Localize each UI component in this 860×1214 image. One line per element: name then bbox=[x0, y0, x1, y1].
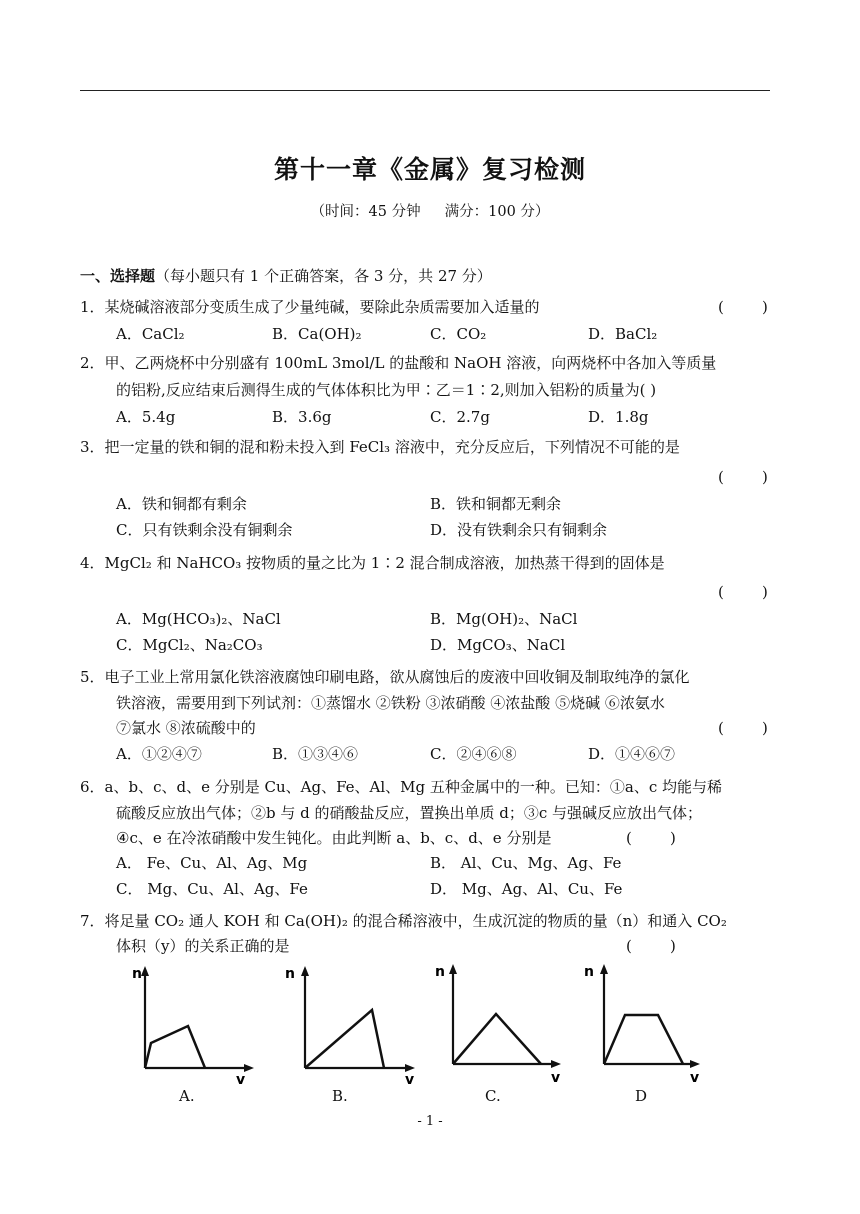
page-number: - 1 - bbox=[417, 1114, 443, 1129]
option-b[interactable]: B．Mg(OH)₂、NaCl bbox=[430, 610, 578, 628]
option-a[interactable]: A．①②④⑦ bbox=[116, 745, 202, 763]
axis-label-v: v bbox=[690, 1070, 700, 1086]
question-5-line3: ⑦氯水 ⑧浓硫酸中的 bbox=[116, 719, 256, 737]
section-title: 一、选择题 bbox=[80, 267, 156, 285]
curve-c bbox=[453, 1014, 541, 1064]
option-d[interactable]: D．BaCl₂ bbox=[588, 325, 658, 343]
question-2 bbox=[80, 353, 716, 373]
question-number: 5． bbox=[80, 668, 105, 686]
question-5-line2: 铁溶液，需要用到下列试剂：①蒸馏水 ②铁粉 ③浓硝酸 ④浓盐酸 ⑤烧碱 ⑥浓氨水 bbox=[116, 694, 665, 712]
curve-a bbox=[145, 1026, 205, 1068]
graph-label-b: B. bbox=[332, 1087, 348, 1105]
option-d[interactable]: D．没有铁剩余只有铜剩余 bbox=[430, 521, 608, 539]
answer-paren[interactable]: ( ) bbox=[718, 468, 768, 486]
option-b[interactable]: B．铁和铜都无剩余 bbox=[430, 495, 562, 513]
option-b[interactable]: B． Al、Cu、Mg、Ag、Fe bbox=[430, 854, 622, 872]
option-c[interactable]: C． Mg、Cu、Al、Ag、Fe bbox=[116, 880, 308, 898]
question-5 bbox=[80, 667, 690, 687]
option-d[interactable]: D．MgCO₃、NaCl bbox=[430, 636, 566, 654]
axis-label-n: n bbox=[584, 964, 594, 980]
question-text: a、b、c、d、e 分别是 Cu、Ag、Fe、Al、Mg 五种金属中的一种。已知：①a、c 均能与稀 bbox=[104, 778, 723, 796]
question-number: 6． bbox=[80, 778, 105, 796]
option-b[interactable]: B．3.6g bbox=[272, 408, 332, 426]
section-heading bbox=[80, 266, 492, 286]
question-number: 4． bbox=[80, 554, 105, 572]
graph-b[interactable] bbox=[283, 960, 423, 1088]
graph-a[interactable] bbox=[130, 960, 260, 1088]
question-2-line2: 的铝粉,反应结束后测得生成的气体体积比为甲∶乙＝1∶2,则加入铝粉的质量为( ) bbox=[116, 381, 657, 399]
option-c[interactable]: C．只有铁剩余没有铜剩余 bbox=[116, 521, 293, 539]
question-6-line3: ④c、e 在冷浓硝酸中发生钝化。由此判断 a、b、c、d、e 分别是 bbox=[116, 829, 552, 847]
question-number: 2． bbox=[80, 354, 105, 372]
option-a[interactable]: A． Fe、Cu、Al、Ag、Mg bbox=[116, 854, 308, 872]
section-note: （每小题只有 1 个正确答案，各 3 分，共 27 分） bbox=[155, 267, 492, 285]
graph-label-c: C. bbox=[485, 1087, 501, 1105]
question-number: 1． bbox=[80, 298, 105, 316]
subtitle-score: 满分：100 分） bbox=[444, 204, 550, 220]
axis-label-v: v bbox=[551, 1070, 561, 1086]
question-number: 7． bbox=[80, 912, 105, 930]
answer-paren[interactable]: ( ) bbox=[718, 583, 768, 601]
question-text: 某烧碱溶液部分变质生成了少量纯碱，要除此杂质需要加入适量的 bbox=[104, 298, 540, 316]
answer-paren[interactable]: ( ) bbox=[626, 829, 676, 847]
option-d[interactable]: D．①④⑥⑦ bbox=[588, 745, 676, 763]
top-rule bbox=[80, 90, 770, 91]
option-d[interactable]: D． Mg、Ag、Al、Cu、Fe bbox=[430, 880, 623, 898]
graph-label-d: D bbox=[635, 1087, 648, 1105]
question-text: 把一定量的铁和铜的混和粉未投入到 FeCl₃ 溶液中，充分反应后，下列情况不可能的是 bbox=[104, 438, 680, 456]
option-c[interactable]: C．2.7g bbox=[430, 408, 490, 426]
question-4 bbox=[80, 553, 665, 573]
question-7-line2: 体积（y）的关系正确的是 bbox=[116, 937, 290, 955]
option-a[interactable]: A．Mg(HCO₃)₂、NaCl bbox=[116, 610, 281, 628]
question-7 bbox=[80, 911, 727, 931]
graph-c[interactable] bbox=[433, 958, 569, 1086]
option-a[interactable]: A．铁和铜都有剩余 bbox=[116, 495, 247, 513]
curve-d bbox=[604, 1015, 683, 1064]
option-a[interactable]: A．5.4g bbox=[116, 408, 176, 426]
question-6 bbox=[80, 777, 722, 797]
graph-d[interactable] bbox=[582, 958, 708, 1086]
option-d[interactable]: D．1.8g bbox=[588, 408, 649, 426]
question-number: 3． bbox=[80, 438, 105, 456]
question-1 bbox=[80, 297, 540, 317]
axis-label-n: n bbox=[285, 966, 295, 982]
question-text: 甲、乙两烧杯中分别盛有 100mL 3mol/L 的盐酸和 NaOH 溶液，向两烧杯中各加入等质量 bbox=[104, 354, 717, 372]
question-3 bbox=[80, 437, 680, 457]
answer-paren[interactable]: ( ) bbox=[626, 937, 676, 955]
answer-paren[interactable]: ( ) bbox=[718, 298, 768, 316]
axis-label-v: v bbox=[405, 1072, 415, 1088]
page-title: 第十一章《金属》复习检测 bbox=[273, 155, 586, 184]
answer-paren[interactable]: ( ) bbox=[718, 719, 768, 737]
option-a[interactable]: A．CaCl₂ bbox=[116, 325, 185, 343]
option-c[interactable]: C．MgCl₂、Na₂CO₃ bbox=[116, 636, 263, 654]
question-text: 将足量 CO₂ 通人 KOH 和 Ca(OH)₂ 的混合稀溶液中，生成沉淀的物质的量（n）和通入 CO₂ bbox=[104, 912, 727, 930]
axis-label-v: v bbox=[236, 1072, 246, 1088]
question-text: 电子工业上常用氯化铁溶液腐蚀印刷电路，欲从腐蚀后的废液中回收铜及制取纯净的氯化 bbox=[104, 668, 690, 686]
option-b[interactable]: B．①③④⑥ bbox=[272, 745, 359, 763]
option-b[interactable]: B．Ca(OH)₂ bbox=[272, 325, 362, 343]
curve-b bbox=[305, 1010, 384, 1068]
axis-label-n: n bbox=[132, 966, 142, 982]
option-c[interactable]: C．CO₂ bbox=[430, 325, 487, 343]
page-subtitle bbox=[0, 200, 860, 221]
question-text: MgCl₂ 和 NaHCO₃ 按物质的量之比为 1∶2 混合制成溶液，加热蒸干得到的固体是 bbox=[104, 554, 665, 572]
option-c[interactable]: C．②④⑥⑧ bbox=[430, 745, 517, 763]
axis-label-n: n bbox=[435, 964, 445, 980]
subtitle-time: （时间：45 分钟 bbox=[310, 204, 421, 220]
graph-label-a: A. bbox=[179, 1087, 195, 1105]
question-6-line2: 硫酸反应放出气体；②b 与 d 的硝酸盐反应，置换出单质 d；③c 与强碱反应放出气体； bbox=[116, 804, 703, 822]
